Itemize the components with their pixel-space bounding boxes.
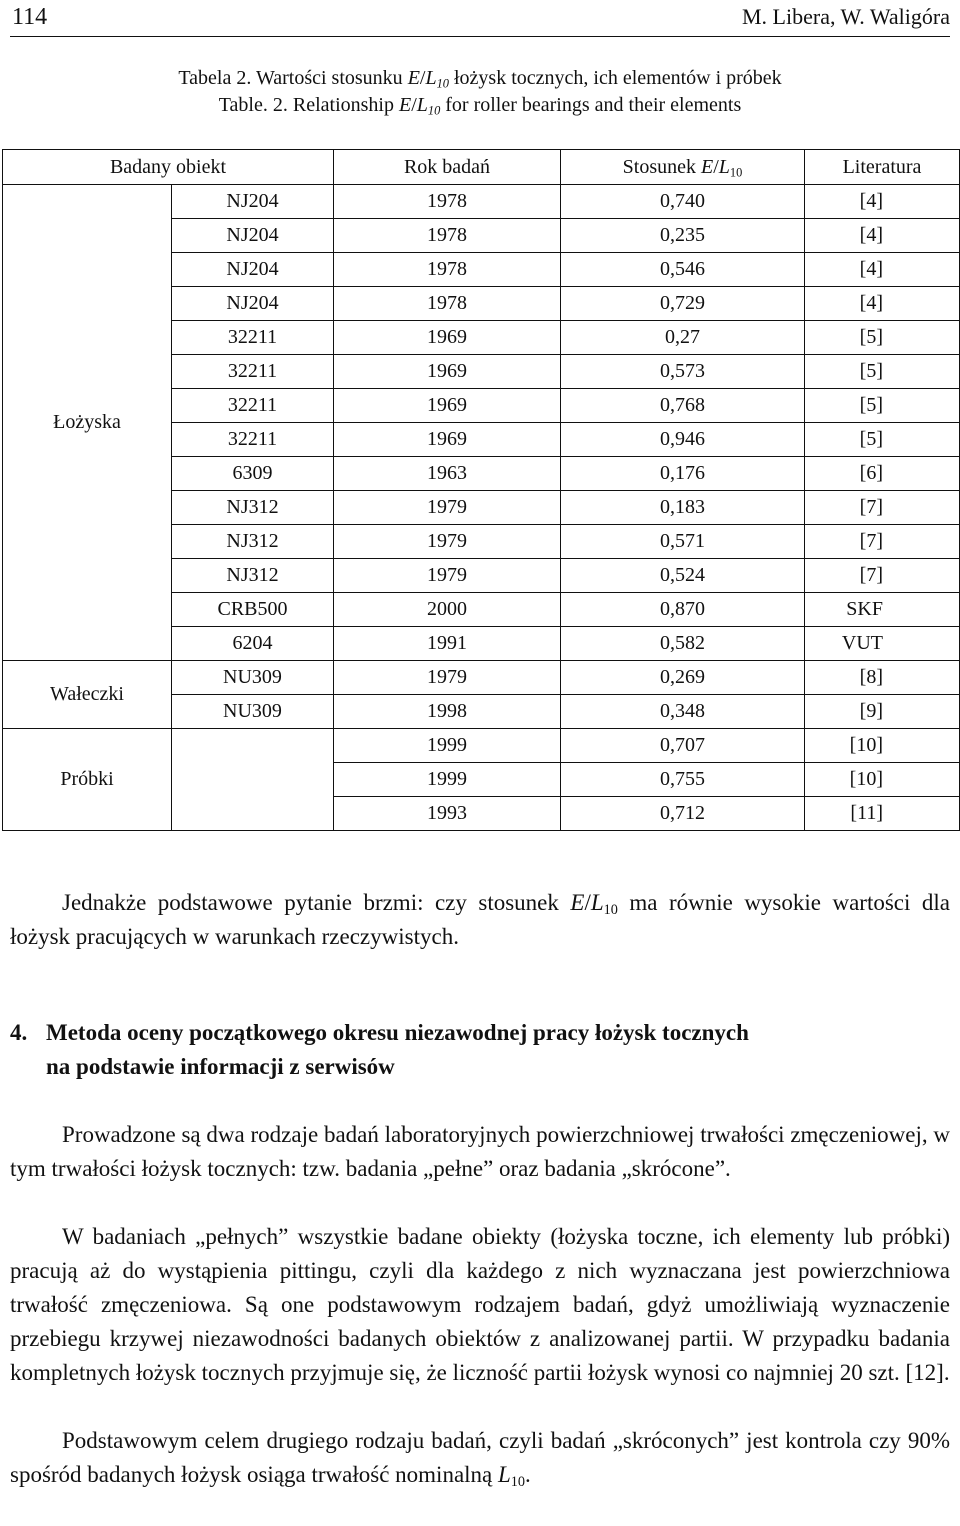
- caption-en-subscript: 10: [427, 103, 441, 118]
- cell-ratio: 0,27: [561, 321, 805, 355]
- section-title-line1: Metoda oceny początkowego okresu niezawodnej pracy łożysk tocznych: [46, 1020, 749, 1045]
- table-row: [3, 729, 960, 763]
- cell-year: 1993: [334, 797, 561, 831]
- cell-object: NJ204: [172, 287, 334, 321]
- cell-literature: [4]: [805, 219, 960, 253]
- running-header: [10, 0, 950, 37]
- cell-ratio: 0,582: [561, 627, 805, 661]
- caption-pl-E: E: [407, 67, 420, 89]
- cell-year: 1979: [334, 661, 561, 695]
- group-rollers: Wałeczki: [3, 661, 172, 729]
- cell-literature: [8]: [805, 661, 960, 695]
- cell-literature: [6]: [805, 457, 960, 491]
- group-samples: Próbki: [3, 729, 172, 831]
- cell-literature: [10]: [805, 763, 960, 797]
- section-number: 4.: [10, 1020, 28, 1045]
- paragraph-question-E: E: [570, 890, 585, 915]
- paragraph-question-slash: /: [584, 890, 591, 915]
- paragraph-short-tests: [10, 1424, 950, 1492]
- cell-ratio: 0,740: [561, 185, 805, 219]
- cell-ratio: 0,183: [561, 491, 805, 525]
- cell-year: 1978: [334, 185, 561, 219]
- cell-object: 32211: [172, 355, 334, 389]
- section-heading: [10, 1016, 950, 1084]
- cell-year: 1969: [334, 321, 561, 355]
- caption-pl-subscript: 10: [436, 76, 449, 91]
- paragraph-question-text-end: ma równie wysokie wartości dla łożysk pracujących w warunkach rzeczywistych.: [10, 890, 950, 949]
- header-year: Rok badań: [334, 150, 561, 185]
- cell-object: NU309: [172, 695, 334, 729]
- paragraph-full-tests: W badaniach „pełnych” wszystkie badane obiekty (łożyska toczne, ich elementy lub próbki) pracują aż do wystąpienia pittingu, czyli dla każdego z nich wyznaczana jest powierzchniowa trwałość zmęczeniowa. Są one podstawowym rodzajem badań, gdyż umożliwiają wyznaczenie przebiegu krzywej niezawodności badanych obiektów z analizowanej partii. W przypadku badania kompletnych łożysk tocznych przyjmuje się, że liczność partii łożysk wynosi co najmniej 20 szt. [12].: [10, 1224, 950, 1385]
- cell-ratio: 0,571: [561, 525, 805, 559]
- caption-pl-text-end: łożysk tocznych, ich elementów i próbek: [448, 67, 782, 89]
- caption-en-L: L: [416, 94, 428, 116]
- cell-object: NJ204: [172, 253, 334, 287]
- cell-literature: [5]: [805, 423, 960, 457]
- cell-object: NJ312: [172, 525, 334, 559]
- cell-literature: [7]: [805, 491, 960, 525]
- header-ratio-L: L: [718, 155, 730, 178]
- caption-en-E: E: [398, 94, 412, 116]
- cell-literature: [5]: [805, 321, 960, 355]
- cell-ratio: 0,755: [561, 763, 805, 797]
- caption-en-text: Table. 2. Relationship: [218, 94, 399, 116]
- cell-year: 1978: [334, 287, 561, 321]
- running-authors: M. Libera, W. Waligóra: [741, 4, 950, 29]
- caption-pl-slash: /: [419, 67, 426, 89]
- cell-literature: [5]: [805, 389, 960, 423]
- table-caption-en: [0, 93, 960, 117]
- ratio-table: [2, 149, 960, 831]
- cell-ratio: 0,768: [561, 389, 805, 423]
- cell-object: NJ312: [172, 559, 334, 593]
- header-ratio: [561, 150, 805, 185]
- paragraph-short-tests-subscript: 10: [510, 1473, 526, 1490]
- cell-literature: VUT: [805, 627, 960, 661]
- paragraph-short-tests-text: Podstawowym celem drugiego rodzaju badań, czyli badań „skróconych” jest kontrola czy 90% spośród badanych łożysk osiąga trwałość nominalną: [10, 1428, 950, 1487]
- section-title-line2: na podstawie informacji z serwisów: [46, 1054, 395, 1079]
- cell-year: 1979: [334, 559, 561, 593]
- cell-year: 1991: [334, 627, 561, 661]
- page-number: 114: [12, 4, 48, 30]
- paragraph-question-L: L: [590, 890, 604, 915]
- cell-object: 6309: [172, 457, 334, 491]
- cell-ratio: 0,729: [561, 287, 805, 321]
- paragraph-question-subscript: 10: [603, 901, 618, 918]
- cell-ratio: 0,546: [561, 253, 805, 287]
- cell-object: 32211: [172, 321, 334, 355]
- cell-year: 1979: [334, 491, 561, 525]
- caption-en-text-end: for roller bearings and their elements: [440, 94, 742, 116]
- cell-year: 1999: [334, 729, 561, 763]
- cell-year: 1969: [334, 389, 561, 423]
- cell-year: 1999: [334, 763, 561, 797]
- cell-year: 1969: [334, 355, 561, 389]
- paragraph-test-types: Prowadzone są dwa rodzaje badań laboratoryjnych powierzchniowej trwałości zmęczeniowej, w tym trwałości łożysk tocznych: tzw. badania „pełne” oraz badania „skrócone”.: [10, 1122, 950, 1181]
- cell-literature: [4]: [805, 287, 960, 321]
- cell-ratio: 0,524: [561, 559, 805, 593]
- cell-ratio: 0,707: [561, 729, 805, 763]
- caption-en-slash: /: [411, 94, 417, 116]
- cell-object: 32211: [172, 389, 334, 423]
- table-caption-pl: [0, 66, 960, 90]
- cell-ratio: 0,269: [561, 661, 805, 695]
- cell-literature: [5]: [805, 355, 960, 389]
- group-bearings: Łożyska: [3, 185, 172, 661]
- header-object: Badany obiekt: [3, 150, 334, 185]
- cell-object: NJ204: [172, 219, 334, 253]
- table-header-row: [3, 150, 960, 185]
- cell-year: 1978: [334, 253, 561, 287]
- cell-ratio: 0,176: [561, 457, 805, 491]
- header-ratio-slash: /: [713, 155, 719, 178]
- paragraph-question: [10, 886, 950, 954]
- cell-ratio: 0,712: [561, 797, 805, 831]
- caption-pl-text: Tabela 2. Wartości stosunku: [178, 67, 408, 89]
- cell-object: NJ312: [172, 491, 334, 525]
- cell-ratio: 0,870: [561, 593, 805, 627]
- cell-year: 1969: [334, 423, 561, 457]
- cell-literature: [4]: [805, 253, 960, 287]
- header-ratio-E: E: [701, 155, 714, 178]
- cell-year: 1979: [334, 525, 561, 559]
- header-literature: Literatura: [805, 150, 960, 185]
- cell-ratio: 0,573: [561, 355, 805, 389]
- cell-literature: [7]: [805, 525, 960, 559]
- cell-object: 6204: [172, 627, 334, 661]
- cell-literature: [4]: [805, 185, 960, 219]
- cell-year: 1998: [334, 695, 561, 729]
- cell-object: NU309: [172, 661, 334, 695]
- cell-object-empty: [172, 729, 334, 831]
- cell-literature: [11]: [805, 797, 960, 831]
- cell-year: 1963: [334, 457, 561, 491]
- paragraph-short-tests-end: .: [525, 1462, 531, 1487]
- header-ratio-text: Stosunek: [622, 155, 702, 178]
- cell-year: 1978: [334, 219, 561, 253]
- cell-literature: SKF: [805, 593, 960, 627]
- table-row: [3, 185, 960, 219]
- cell-ratio: 0,235: [561, 219, 805, 253]
- cell-object: NJ204: [172, 185, 334, 219]
- cell-ratio: 0,348: [561, 695, 805, 729]
- paragraph-question-text: Jednakże podstawowe pytanie brzmi: czy stosunek: [62, 890, 571, 915]
- cell-literature: [7]: [805, 559, 960, 593]
- cell-object: 32211: [172, 423, 334, 457]
- cell-literature: [9]: [805, 695, 960, 729]
- cell-object: CRB500: [172, 593, 334, 627]
- cell-year: 2000: [334, 593, 561, 627]
- paragraph-short-tests-L: L: [498, 1462, 511, 1487]
- cell-literature: [10]: [805, 729, 960, 763]
- header-ratio-subscript: 10: [729, 164, 743, 179]
- table-row: [3, 661, 960, 695]
- cell-ratio: 0,946: [561, 423, 805, 457]
- caption-pl-L: L: [425, 67, 437, 89]
